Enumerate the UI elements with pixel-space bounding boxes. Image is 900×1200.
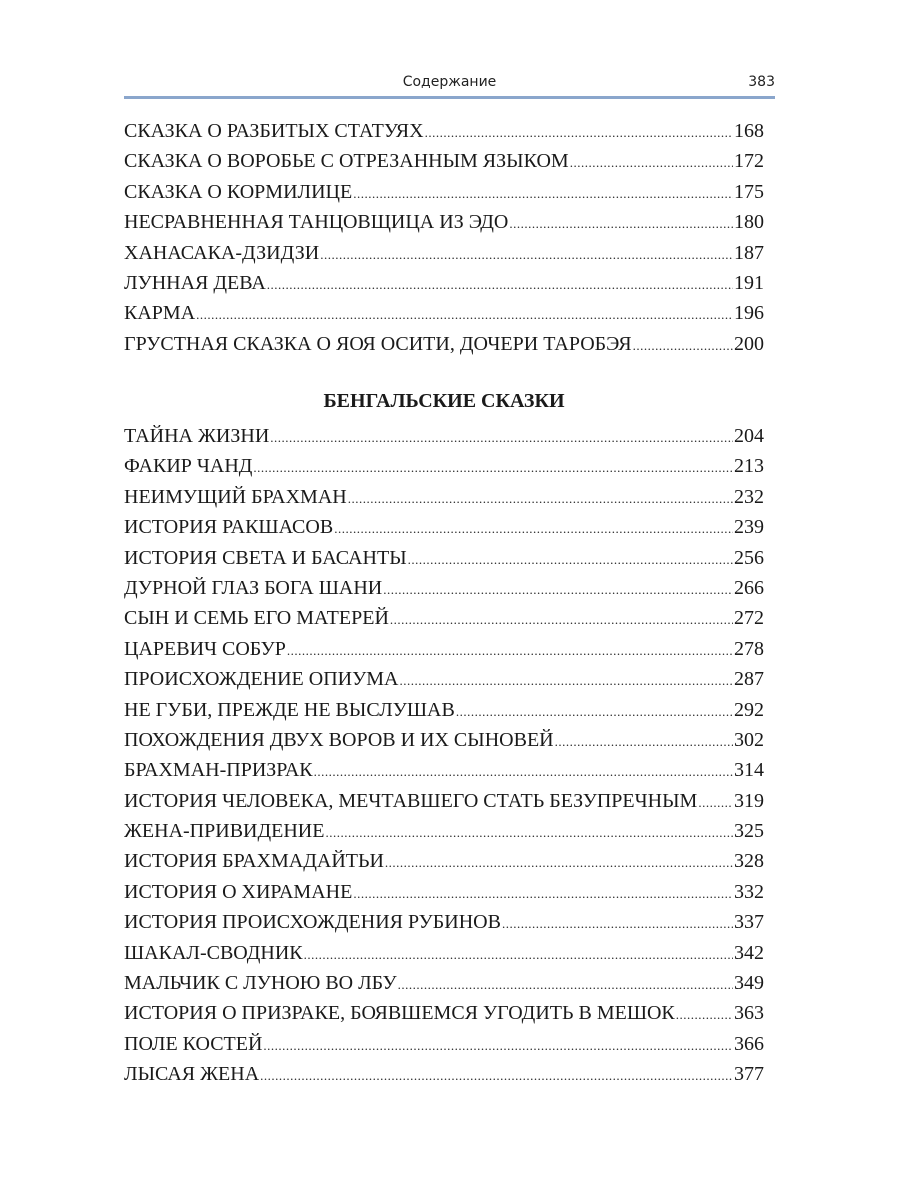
toc-entry-page: 213 [734,455,764,478]
toc-entry-title: ИСТОРИЯ О ПРИЗРАКЕ, БОЯВШЕМСЯ УГОДИТЬ В МЕШОК [124,1002,675,1025]
toc-entry [124,177,764,207]
toc-entry [124,634,764,664]
toc-entry-page: 314 [734,759,764,782]
dot-leader [570,148,733,178]
toc-entry [124,664,764,694]
toc-entry [124,846,764,876]
toc-entry-title: ЦАРЕВИЧ СОБУР [124,637,286,660]
dot-leader [698,788,733,818]
toc-entry-title: ИСТОРИЯ ЧЕЛОВЕКА, МЕЧТАВШЕГО СТАТЬ БЕЗУПРЕЧНЫМ [124,789,698,812]
toc-entry [124,207,764,237]
toc-entry-page: 196 [734,302,764,325]
dot-leader [555,727,733,757]
dot-leader [456,697,733,727]
toc-entry [124,968,764,998]
toc-entry [124,329,764,359]
toc-entry-title: ПОХОЖДЕНИЯ ДВУХ ВОРОВ И ИХ СЫНОВЕЙ [124,728,554,751]
toc-entry-page: 180 [734,211,764,234]
toc-entry [124,998,764,1028]
dot-leader [408,545,733,575]
toc-entry-title: НЕ ГУБИ, ПРЕЖДЕ НЕ ВЫСЛУШАВ [124,698,455,721]
toc-entry-page: 256 [734,546,764,569]
toc-list [124,116,764,359]
toc-entry-page: 319 [734,789,764,812]
dot-leader [383,575,733,605]
toc-entry-title: ИСТОРИЯ СВЕТА И БАСАНТЫ [124,546,407,569]
toc-entry-title: ИСТОРИЯ ПРОИСХОЖДЕНИЯ РУБИНОВ [124,911,501,934]
dot-leader [260,1061,733,1091]
toc-entry [124,755,764,785]
toc-entry-title: КАРМА [124,302,196,325]
section-heading: БЕНГАЛЬСКИЕ СКАЗКИ [323,390,565,412]
toc-entry-title: ДУРНОЙ ГЛАЗ БОГА ШАНИ [124,576,383,599]
toc-entry [124,603,764,633]
toc-entry [124,482,764,512]
toc-entry-title: СКАЗКА О КОРМИЛИЦЕ [124,180,353,203]
dot-leader [400,666,734,696]
toc-entry-page: 278 [734,637,764,660]
toc-entry-title: СКАЗКА О ВОРОБЬЕ С ОТРЕЗАННЫМ ЯЗЫКОМ [124,150,569,173]
toc-entry-page: 175 [734,180,764,203]
toc-entry-page: 349 [734,972,764,995]
dot-leader [425,118,733,148]
toc-entry-page: 337 [734,911,764,934]
toc-entry-title: ИСТОРИЯ БРАХМАДАЙТЬИ [124,850,384,873]
dot-leader [633,331,733,361]
toc-entry-title: МАЛЬЧИК С ЛУНОЮ ВО ЛБУ [124,972,397,995]
toc-entry [124,938,764,968]
toc-entry [124,238,764,268]
toc-entry [124,725,764,755]
toc-entry-title: ИСТОРИЯ РАКШАСОВ [124,516,334,539]
toc-entry [124,1029,764,1059]
toc-entry-title: ЛЫСАЯ ЖЕНА [124,1063,260,1086]
toc-entry-page: 204 [734,425,764,447]
toc-entry [124,877,764,907]
toc-entry [124,907,764,937]
toc-entry-page: 366 [734,1032,764,1055]
toc-entry [124,786,764,816]
toc-entry-page: 232 [734,485,764,508]
page-number: 383 [748,74,775,90]
dot-leader [353,179,733,209]
toc-entry-page: 191 [734,271,764,294]
toc-entry-title: НЕСРАВНЕННАЯ ТАНЦОВЩИЦА ИЗ ЭДО [124,211,509,234]
toc-entry [124,116,764,146]
toc-entry-title: ХАНАСАКА-ДЗИДЗИ [124,241,320,264]
toc-entry-page: 292 [734,698,764,721]
toc-entry-page: 168 [734,120,764,142]
dot-leader [509,209,733,239]
toc-entry [124,146,764,176]
header-rule [124,96,775,99]
dot-leader [390,605,733,635]
toc-entry-title: СКАЗКА О РАЗБИТЫХ СТАТУЯХ [124,120,424,142]
toc-entry-title: СЫН И СЕМЬ ЕГО МАТЕРЕЙ [124,607,389,630]
toc-list [124,421,764,1090]
toc-entry [124,268,764,298]
dot-leader [334,514,733,544]
dot-leader [263,1031,733,1061]
dot-leader [398,970,733,1000]
toc-entry [124,512,764,542]
toc-entry-title: ШАКАЛ-СВОДНИК [124,941,303,964]
toc-entry-page: 187 [734,241,764,264]
toc-entry-page: 302 [734,728,764,751]
toc-entry-page: 332 [734,880,764,903]
toc-entry-page: 200 [734,332,764,355]
toc-entry-page: 266 [734,576,764,599]
toc-entry-title: ИСТОРИЯ О ХИРАМАНЕ [124,880,353,903]
toc-entry [124,573,764,603]
toc-entry-title: ПРОИСХОЖДЕНИЕ ОПИУМА [124,668,399,691]
toc-entry-page: 328 [734,850,764,873]
toc-entry [124,451,764,481]
toc-entry [124,543,764,573]
dot-leader [676,1000,733,1030]
toc-entry-title: ПОЛЕ КОСТЕЙ [124,1032,263,1055]
toc-entry-page: 363 [734,1002,764,1025]
toc-entry-title: ФАКИР ЧАНД [124,455,253,478]
toc-entry [124,421,764,451]
toc-entry-page: 272 [734,607,764,630]
dot-leader [385,848,733,878]
toc-entry-title: БРАХМАН-ПРИЗРАК [124,759,313,782]
running-head [124,72,775,98]
toc-entry-page: 342 [734,941,764,964]
toc-entry-title: ГРУСТНАЯ СКАЗКА О ЯОЯ ОСИТИ, ДОЧЕРИ ТАРОБЭЯ [124,332,632,355]
toc-entry-title: ЛУННАЯ ДЕВА [124,271,266,294]
toc-entry [124,816,764,846]
toc-entry-title: НЕИМУЩИЙ БРАХМАН [124,485,347,508]
toc-entry [124,298,764,328]
dot-leader [325,818,733,848]
dot-leader [253,453,733,483]
dot-leader [196,300,733,330]
dot-leader [320,240,733,270]
toc-entry-page: 172 [734,150,764,173]
dot-leader [267,270,733,300]
dot-leader [353,879,733,909]
toc-entry-title: ТАЙНА ЖИЗНИ [124,425,270,447]
dot-leader [348,484,733,514]
toc-entry-page: 325 [734,820,764,843]
dot-leader [502,909,733,939]
toc-entry-title: ЖЕНА-ПРИВИДЕНИЕ [124,820,325,843]
running-head-title: Содержание [402,74,497,90]
toc-entry-page: 239 [734,516,764,539]
dot-leader [314,757,733,787]
toc-entry-page: 287 [734,668,764,691]
toc-entry [124,1059,764,1089]
toc-entry-page: 377 [734,1063,764,1086]
dot-leader [270,423,733,453]
toc-entry [124,695,764,725]
dot-leader [287,636,733,666]
dot-leader [304,940,733,970]
